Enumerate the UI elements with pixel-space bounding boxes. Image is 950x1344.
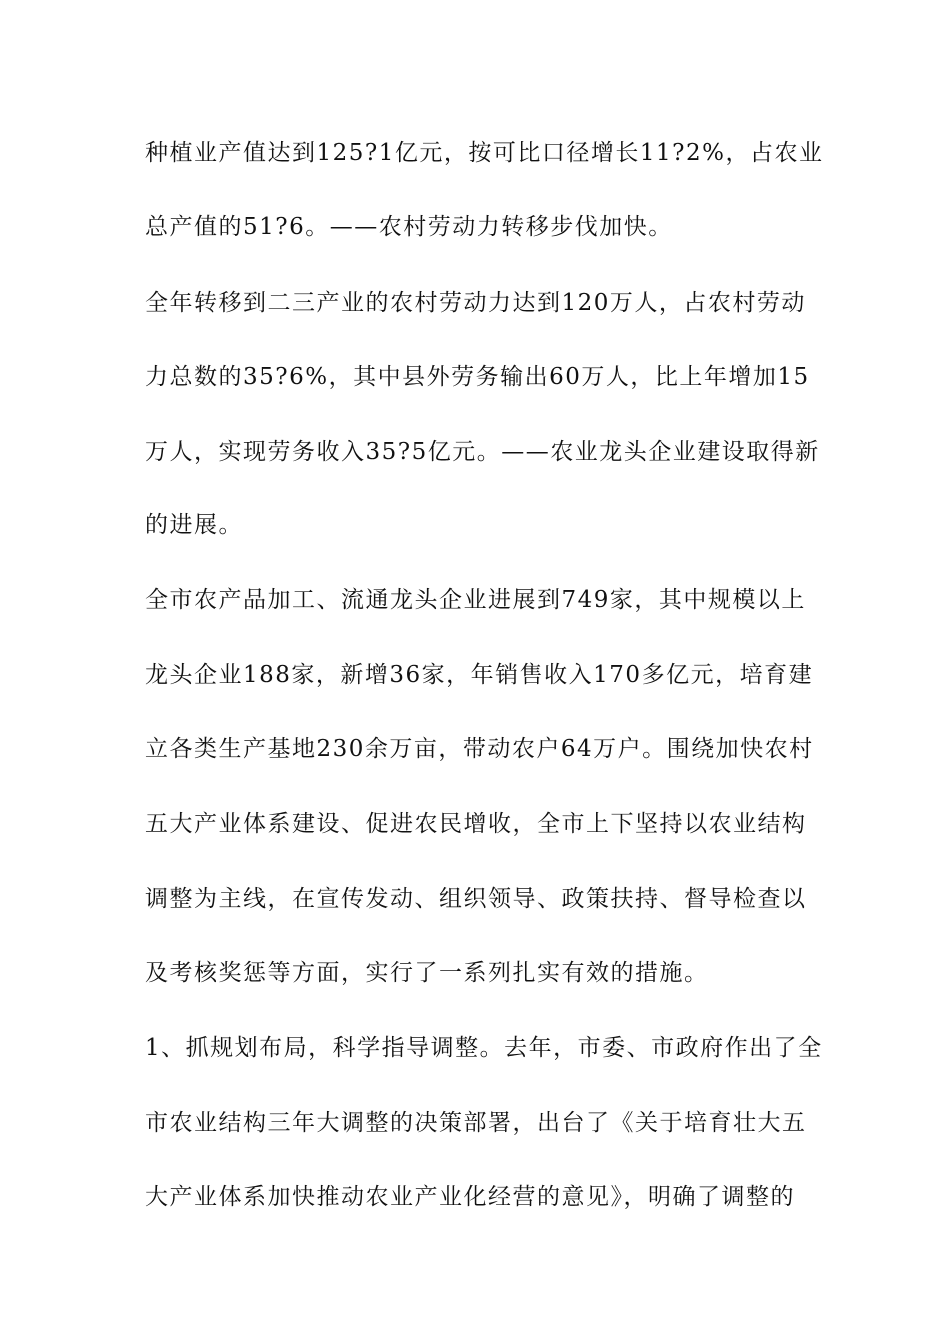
text-line-7: 全市农产品加工、流通龙头企业进展到749家，其中规模以上 bbox=[145, 587, 806, 613]
text-line-1: 种植业产值达到125?1亿元，按可比口径增长11?2%，占农业 bbox=[145, 140, 824, 166]
text-line-2: 总产值的51?6。——农村劳动力转移步伐加快。 bbox=[145, 214, 673, 240]
text-line-3: 全年转移到二三产业的农村劳动力达到120万人，占农村劳动 bbox=[145, 290, 806, 316]
text-line-10: 五大产业体系建设、促进农民增收，全市上下坚持以农业结构 bbox=[145, 811, 807, 837]
text-line-4: 力总数的35?6%，其中县外劳务输出60万人，比上年增加15 bbox=[145, 364, 810, 390]
text-line-8: 龙头企业188家，新增36家，年销售收入170多亿元，培育建 bbox=[145, 662, 814, 688]
text-line-11: 调整为主线，在宣传发动、组织领导、政策扶持、督导检查以 bbox=[145, 886, 807, 912]
text-line-13: 1、抓规划布局，科学指导调整。去年，市委、市政府作出了全 bbox=[145, 1035, 823, 1061]
text-line-6: 的进展。 bbox=[145, 512, 243, 538]
text-line-15: 大产业体系加快推动农业产业化经营的意见》，明确了调整的 bbox=[145, 1184, 795, 1210]
text-line-5: 万人，实现劳务收入35?5亿元。——农业龙头企业建设取得新 bbox=[145, 439, 820, 465]
text-line-9: 立各类生产基地230余万亩，带动农户64万户。围绕加快农村 bbox=[145, 736, 814, 762]
text-line-12: 及考核奖惩等方面，实行了一系列扎实有效的措施。 bbox=[145, 960, 709, 986]
text-line-14: 市农业结构三年大调整的决策部署，出台了《关于培育壮大五 bbox=[145, 1110, 807, 1136]
